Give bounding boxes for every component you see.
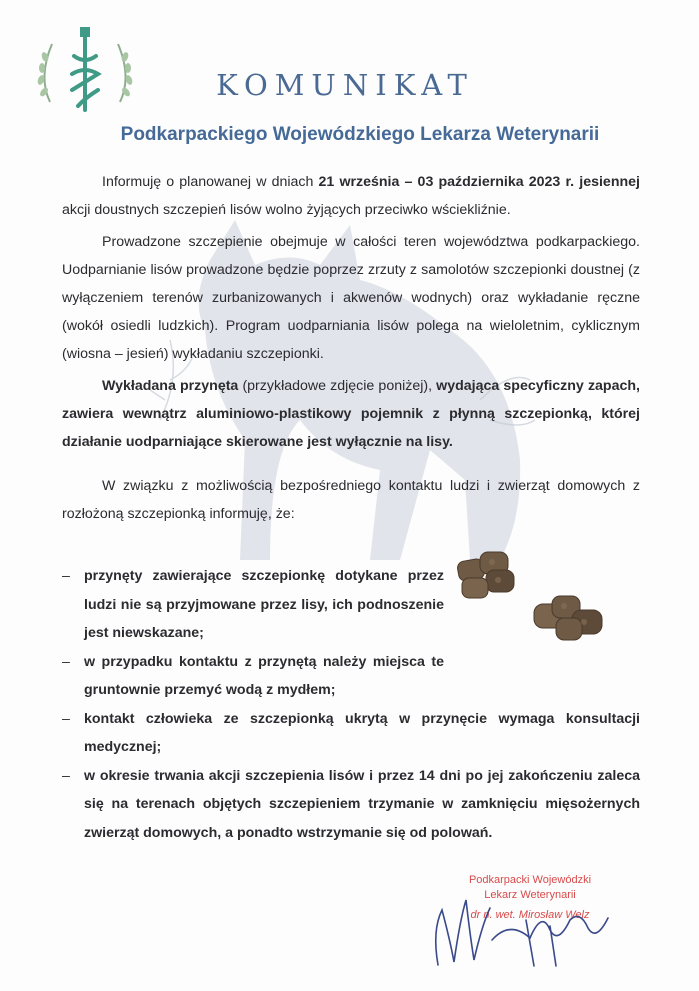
list-item bbox=[62, 562, 640, 648]
list-dash: – bbox=[62, 568, 70, 584]
list-item bbox=[62, 648, 640, 705]
paragraph-scope: Prowadzone szczepienie obejmuje w całości teren województwa podkarpackiego. Uodparnianie lisów prowadzone będzie poprzez zrzuty z samolotów szczepionki doustnej (z wyłączeniem terenów zurbanizowanych i akwenów wodnych) oraz wykładanie ręczne (wokół osiedli ludzkich). Program uodparniania lisów polega na wieloletnim, cyklicznym (wiosna – jesień) wykładaniu szczepionki. bbox=[62, 234, 640, 362]
stamp-line-office: Podkarpacki Wojewódzki bbox=[468, 874, 592, 886]
list-item bbox=[62, 705, 640, 762]
campaign-dates: 21 września – 03 października 2023 r. bbox=[318, 174, 575, 190]
precautions-list bbox=[62, 562, 640, 847]
stamp-line-name: dr n. wet. Mirosław Welz bbox=[470, 909, 590, 921]
paragraph-text: Wykładana przynęta bbox=[102, 378, 239, 394]
stamp-line-title: Lekarz Weterynarii bbox=[484, 889, 576, 901]
list-item-text: w okresie trwania akcji szczepienia lisów i przez 14 dni po jej zakończeniu zaleca się na terenach objętych szczepieniem trzymanie w zamknięciu mięsożernych zwierząt domowych, a ponadto wstrzymanie się od polowań. bbox=[84, 767, 640, 841]
paragraph-bait-description bbox=[62, 372, 640, 456]
paragraph-text: wydająca specyficzny zapach, zawiera wewnątrz aluminiowo-plastikowy pojemnik z płynną szczepionką, której działanie uodparniające skierowane jest wyłącznie na lisy. bbox=[62, 378, 640, 450]
campaign-season: jesiennej bbox=[579, 174, 640, 190]
list-dash: – bbox=[62, 653, 70, 670]
list-item-text: kontakt człowieka ze szczepionką ukrytą w przynęcie wymaga konsultacji medycznej; bbox=[84, 710, 640, 755]
body-text bbox=[62, 168, 640, 528]
list-item bbox=[62, 762, 640, 848]
paragraph-contact-intro: W związku z możliwością bezpośredniego kontaktu ludzi i zwierząt domowych z rozłożoną szczepionką informuję, że: bbox=[62, 478, 640, 522]
paragraph-announcement bbox=[62, 168, 640, 224]
page-title: KOMUNIKAT bbox=[216, 68, 474, 102]
list-dash: – bbox=[62, 710, 70, 727]
list-item-text: przynęty zawierające szczepionkę dotykane przez ludzi nie są przyjmowane przez lisy, ich podnoszenie jest niewskazane; bbox=[84, 568, 444, 641]
handwritten-signature bbox=[430, 880, 620, 970]
list-item-text: w przypadku kontaktu z przynętą należy miejsca te gruntownie przemyć wodą z mydłem; bbox=[84, 653, 444, 698]
page-subtitle: Podkarpackiego Wojewódzkiego Lekarza Weterynarii bbox=[120, 124, 600, 145]
list-dash: – bbox=[62, 767, 70, 784]
paragraph-text: (przykładowe zdjęcie poniżej), bbox=[238, 378, 437, 394]
paragraph-text: akcji doustnych szczepień lisów wolno żyjących przeciwko wściekliźnie. bbox=[62, 202, 511, 218]
paragraph-text: Informuję o planowanej w dniach bbox=[102, 174, 319, 190]
veterinary-caduceus-laurel-icon bbox=[30, 22, 140, 122]
